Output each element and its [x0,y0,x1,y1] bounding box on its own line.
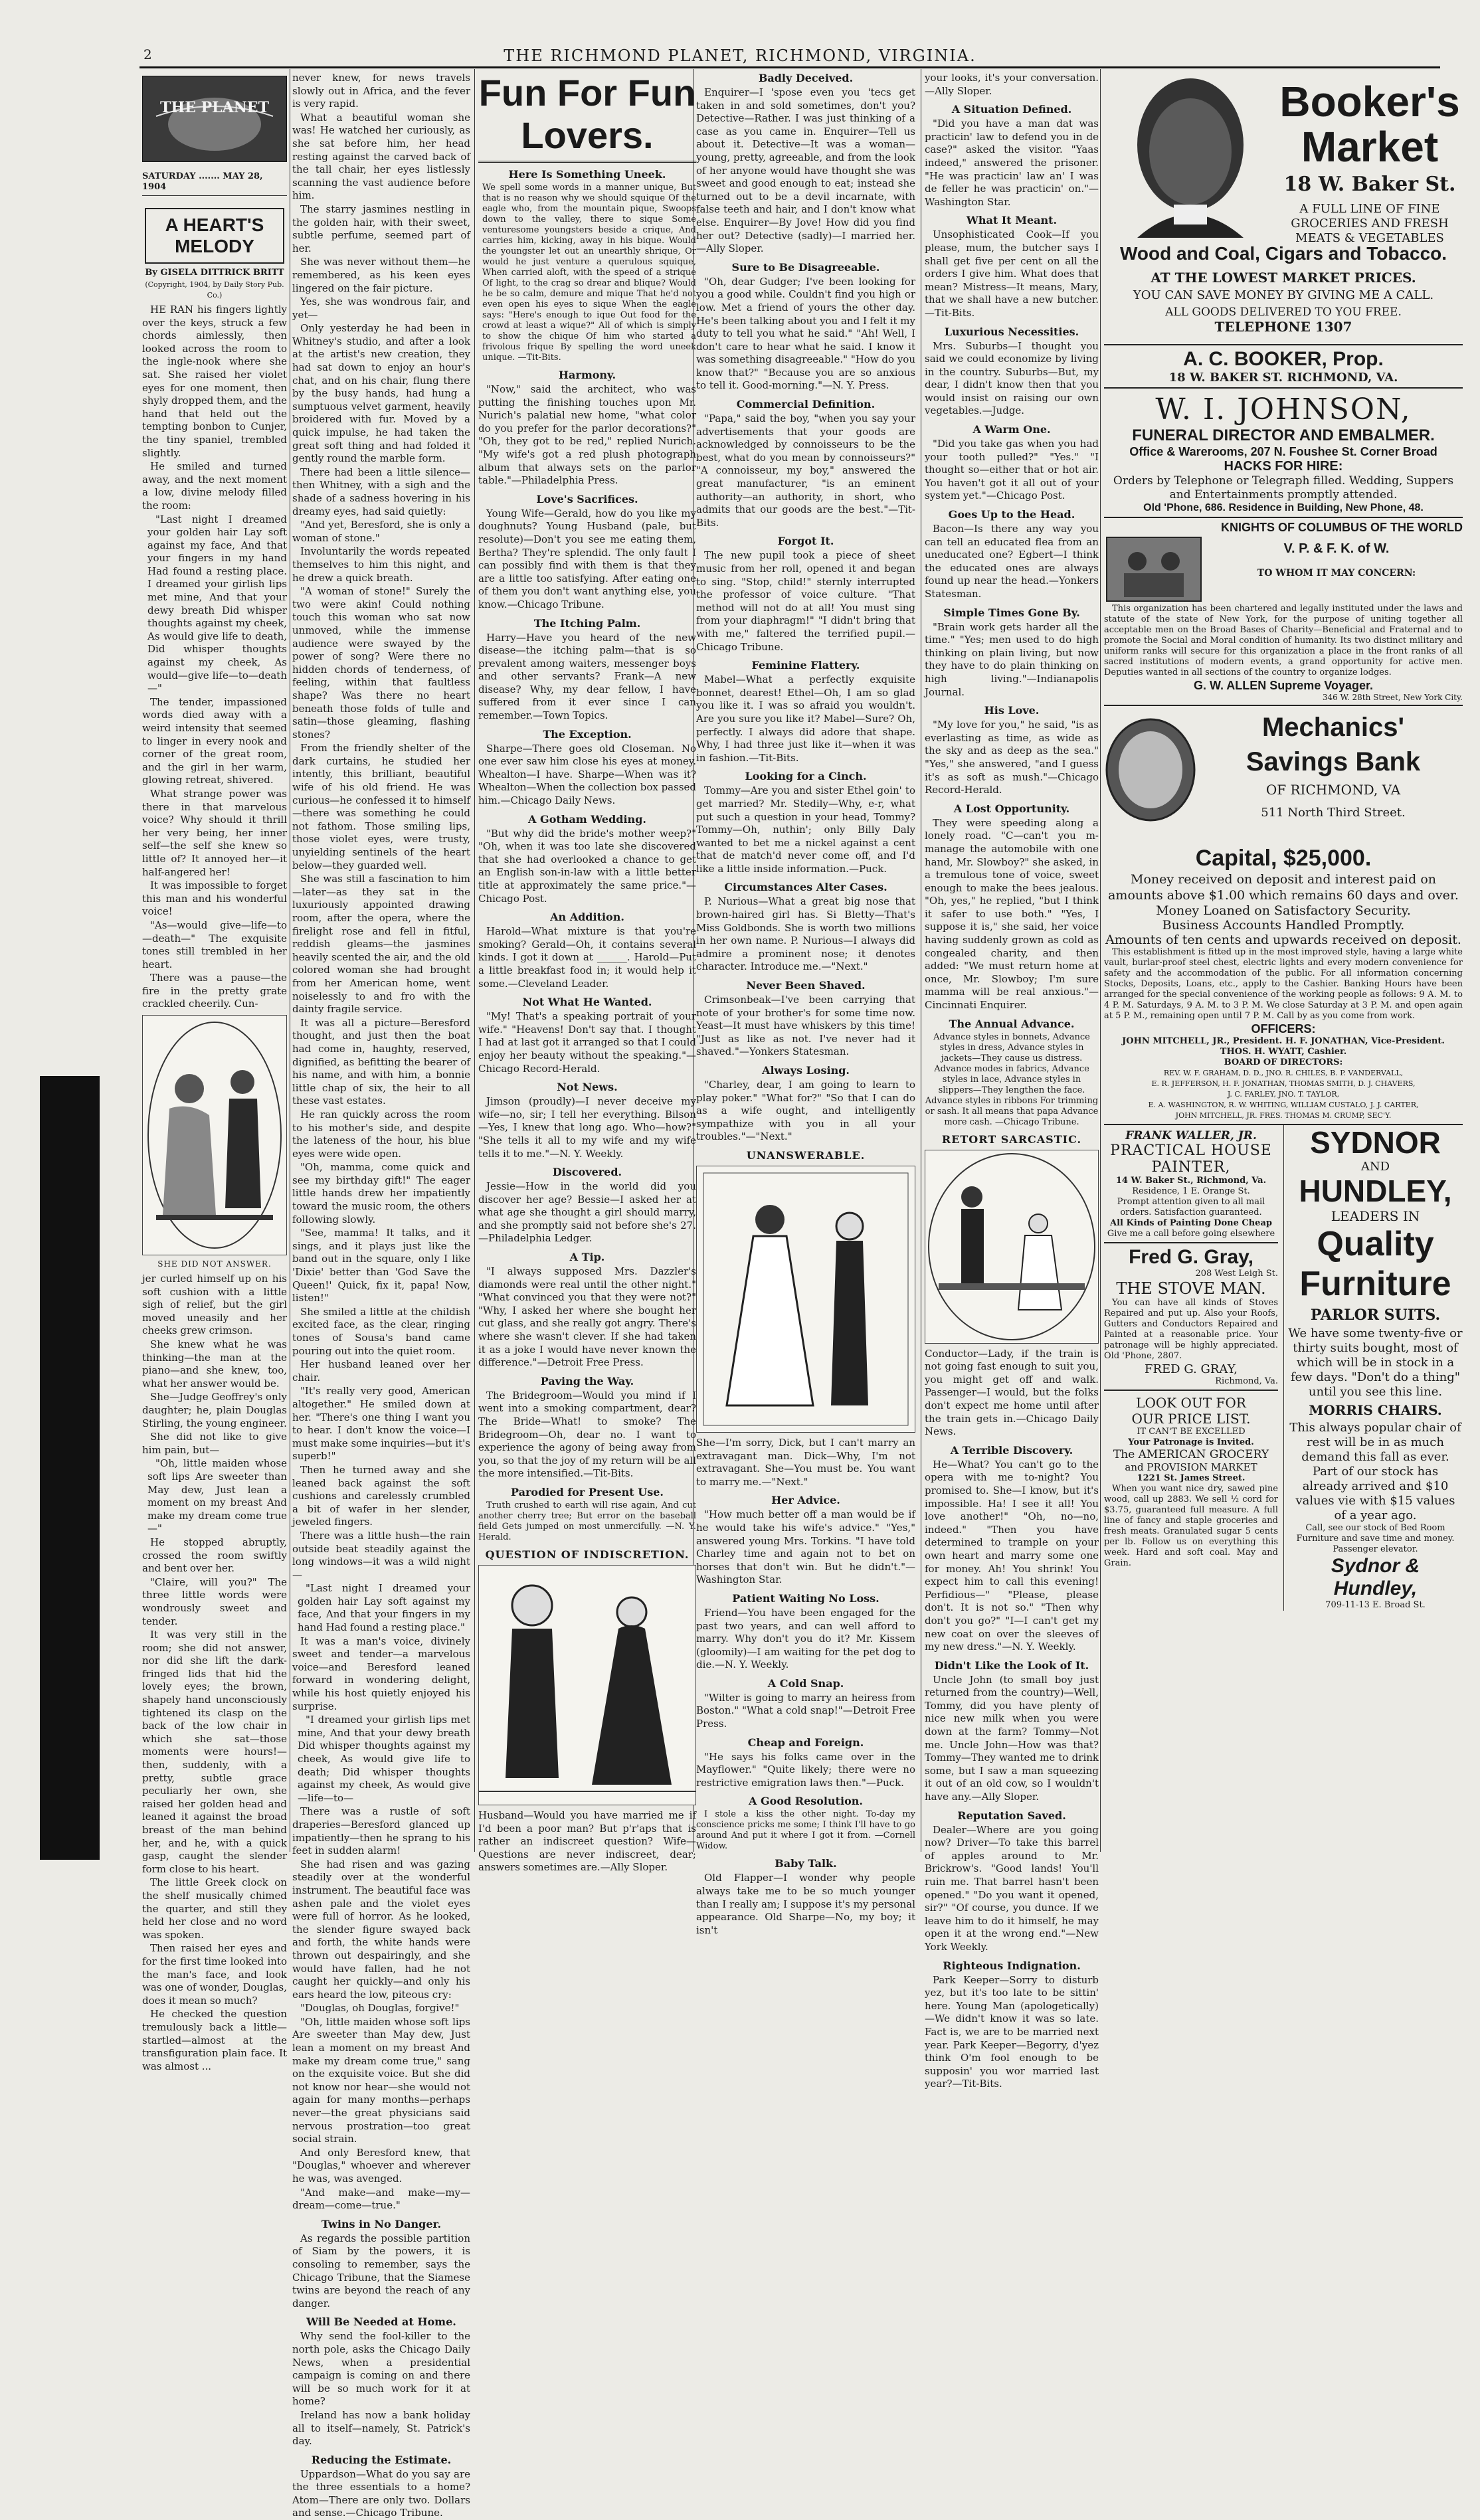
item-text: Crimsonbeak—I've been carrying that note of your brother's for some time now. Yeast—It must have whiskers by this time! "Just as like as not. I've never had it shaved."—Yonkers Statesman. [696,994,915,1058]
illustration-caption: SHE DID NOT ANSWER. [157,1259,272,1269]
planet-logo-icon [143,76,286,161]
story-paragraph: She was never without them—he remembered, as his keen eyes lingered on the fair picture. [292,256,470,294]
bank-name: Savings Bank [1246,747,1421,776]
gray-text: You can have all kinds of Stoves Repaired and put up. Also your Roofs, Gutters and Conductors Repaired and Painted at a reasonable price. Your patronage will be highly appreciated. Old 'Phone, 2807. [1104,1298,1278,1361]
johnson-line: Orders by Telephone or Telegraph filled. Wedding, Suppers and Entertainments promptly attended. [1113,474,1454,501]
kofc-sub: V. P. & F. K. of W. [1283,541,1390,556]
story-paragraph: She did not like to give him pain, but— [142,1431,287,1456]
sydnor-and: AND [1360,1160,1390,1174]
american-line: Your Patronage is Invited. [1128,1437,1254,1447]
sydnor-ad [1283,1125,1463,1611]
johnson-line: HACKS FOR HIRE: [1224,459,1343,474]
story-paragraph: There had been a little silence—then Whitney, with a sigh and the shade of a sadness hovering in his dreamy eyes, had said quietly: [292,466,470,517]
item-head: A Situation Defined. [951,103,1072,116]
train-conductor-icon [925,1150,1098,1343]
advertisements-column [1104,72,1463,1852]
story-paragraph: "It's really very good, American altogether." He smiled down at her. "There's one thing I want you to hear. I don't know the voice—I must make some inquiries—but it's superb!" [292,1385,470,1463]
item-head: A Gotham Wedding. [528,812,646,826]
story-paragraph: She smiled a little at the childish excited face, as the clear, ringing tones of Sousa's band came pouring out into the quiet room. [292,1305,470,1357]
gray-sign: FRED G. GRAY, [1144,1362,1238,1376]
item-text: The new pupil took a piece of sheet music from her roll, opened it and began to sing. "Stop, child!" sternly interrupted the professor of voice culture. "That method will not do at all! You must sing from your diaphragm!" "I didn't bring that with me," faltered the terrified pupil.—Chicago Tribune. [696,549,915,653]
gray-city: Richmond, Va. [1104,1376,1278,1391]
item-text: "Wilter is going to marry an heiress from Boston." "What a cold snap!"—Detroit Free Press. [696,1691,915,1730]
booker-address-2: 18 W. BAKER ST. RICHMOND, VA. [1104,371,1463,389]
gray-name: Fred G. Gray, [1129,1246,1253,1268]
item-text: He—What? You can't go to the opera with me to-night? You promised to. She—I know, but it's impossible. Ha! I see it all! You love another!" "Oh, no—no, indeed." "Then you have determined to trample on your own heart and marry some one for money. Ah! You shrink! You expect him to call this evening! Perfidious—" "Please, please don't. It is not so." "Then why don't you go?" "I—I can't get my new coat on over the sleeves of my new dress."—N. Y. Weekly. [925,1458,1099,1653]
american-text: When you want nice dry, sawed pine wood, call up 2883. We sell ½ cord for $3.75, guaranteed full measure. A full line of fancy and staple groceries and fresh meats. Granulated sugar 5 cents per lb. Follow us on everything this week. Hard and soft coal. May and Grain. [1104,1484,1278,1568]
item-head: Commercial Definition. [736,398,876,411]
item-head: A Cold Snap. [767,1676,844,1690]
couple-cartoon-icon [479,1566,695,1805]
johnson-line: FUNERAL DIRECTOR AND EMBALMER. [1132,426,1435,444]
bank-officer: JOHN MITCHELL, JR., President. H. F. JONATHAN, Vice-President. [1122,1036,1445,1046]
item-text: "But why did the bride's mother weep?" "Oh, when it was too late she discovered that she had overlooked a chance to get an English son-in-law with a little better title at approximately the same price."—Chicago Post. [478,827,696,905]
story-paragraph: Then raised her eyes and for the first time looked into the man's face, and look was one of wonder, Douglas, does it mean so much? [142,1942,287,2007]
page-number: 2 [143,46,152,62]
booker-phone: TELEPHONE 1307 [1214,319,1352,335]
story-paragraph: He smiled and turned away, and the next moment a low, divine melody filled the room: [142,460,287,511]
sydnor-name: HUNDLEY, [1299,1174,1452,1208]
story-paragraph: She knew what he was thinking—the man at the piano—and she knew, too, what her answer would be. [142,1338,287,1390]
item-text: Truth crushed to earth will rise again, And cut another cherry tree; But error on the baseball field Gets jumped on most unmercifully. —N. Y. Herald. [478,1500,696,1542]
item-head: Righteous Indignation. [943,1959,1081,1972]
unique-poem: We spell some words in a manner unique, But that is no reason why we should squique Of the eagle who, from the mountain pique, Swoops down to the valley, there to sique Some venturesome youngsters beside a crique, And carries him, kicking, away in his bique. Would the youngster let out an unearthly shrique, Or would he just venture a querulous squique, When carried aloft, with the speed of a strique Of light, to the crag so drear and blique? Would he be so calm, demure and mique That he'd not even open his eyes to sique When the eagle says: "Here's enough to ique Out food for the crowd at least a wique?" All of which is simply to show the chique Of him who started a frivolous frique By spelling the word uneek unique. —Tit-Bits. [482,183,696,363]
story-paragraph: Involuntarily the words repeated themselves to him this night, and he drew a quick breath. [292,545,470,584]
item-head: Forgot It. [777,535,834,548]
story-paragraph: From the friendly shelter of the dark curtains, he studied her intently, this brilliant, beautiful wife of his old friend. He was curious—he confessed it to himself—there was something he could not fathom. Those smiling lips, those violet eyes, were trusty, unyielding sentinels of the heart below—they guarded well. [292,742,470,871]
item-text: Enquirer—I 'spose even you 'tecs get taken in and sold sometimes, don't you? Detective—Rather. I was just thinking of a case as you came in. Enquirer—Tell us about it. Detective—It was a woman—young, pretty, agreeable, and from the look of her anyone would have thought she was sweet and good enough to eat; instead she turned out to be a devil incarnate, with false teeth and hair, and I don't know what else. Enquirer—By Jove! How did you find her out? Detective (sadly)—I married her.—Ally Sloper. [696,86,915,255]
item-text: Sharpe—There goes old Closeman. No one ever saw him close his eyes at money. Whealton—I have. Sharpe—When was it? Whealton—When the collection box passed him.—Chicago Daily News. [478,742,697,807]
item-text: Unsophisticated Cook—If you please, mum, the butcher says I shall get five per cent on all the orders I give him. What does that mean? Mistress—It means, Mary, that we shall have a new butcher.—Tit-Bits. [925,228,1099,319]
kofc-to: TO WHOM IT MAY CONCERN: [1257,568,1416,579]
item-head: Badly Deceived. [758,72,854,84]
item-text: "He says his folks came over in the Mayflower." "Quite likely; there were no restrictive emigration laws then."—Puck. [696,1750,915,1789]
bottom-ads [1104,1125,1463,1657]
item-text: Ireland has now a bank holiday all to itself—namely, St. Patrick's day. [292,2408,470,2448]
story-paragraph: "Douglas, oh Douglas, forgive!" [300,2002,460,2015]
column-1 [142,72,287,2072]
story-paragraph: "And yet, Beresford, she is only a woman of stone." [292,519,470,544]
story-paragraph: What a beautiful woman she was! He watched her curiously, as she sat before him, her head resting against the carved back of the tall chair, her eyes listlessly scanning the vast audience before him. [292,111,470,202]
item-text: They were speeding along a lonely road. "C—can't you m-manage the automobile with one hand, Mr. Slowboy?" she asked, in a tremulous tone of voice, sweet enough to make the bees jealous. "Oh, yes," he replied, "but I think it safer to use both." "Yes, I suppose it is," she said, her voice having suddenly grown as cold as congealed charity, and then added: "We must return home at once, Mr. Slowboy; I'm sure mamma will be real anxious."—Cincinnati Enquirer. [925,816,1099,1012]
story-paragraph: It was a man's voice, divinely sweet and tender—a marvelous voice—and Beresford leaned forward in wondering delight, while his host quietly enjoyed his surprise. [292,1635,470,1712]
item-head: Here Is Something Uneek. [508,168,666,181]
sydnor-sign: Sydnor & Hundley, [1331,1555,1420,1599]
booker-market: Market [1301,123,1439,171]
item-head: Circumstances Alter Cases. [724,881,887,894]
item-text: I stole a kiss the other night. To-day my conscience pricks me some; I think I'll have to go around And put it where I got it from. —Cornell Widow. [696,1809,915,1852]
booker-line: AT THE LOWEST MARKET PRICES. [1151,270,1416,286]
story-illustration [142,1015,287,1255]
bank-board: BOARD OF DIRECTORS: [1224,1057,1343,1067]
american-line: IT CAN'T BE EXCELLED [1137,1427,1246,1437]
item-head: A Tip. [569,1251,605,1264]
sydnor-text: Call, see our stock of Bed Room Furniture and save time and money. Passenger elevator. [1296,1523,1455,1554]
story-paragraph: She—Judge Geoffrey's only daughter; he, plain Douglas Stirling, the young engineer. [142,1391,287,1429]
bank-line: Money Loaned on Satisfactory Security. [1156,903,1411,918]
story-paragraph: What strange power was there in that marvelous voice? Why should it thrill her very being, her inner self—the self she knew so little of? It annoyed her—it half-angered her! [142,787,287,878]
portrait-icon [1111,72,1270,238]
story-paragraph: He stopped abruptly, crossed the room swiftly and bent over her. [142,1536,287,1575]
cartoon-caption: Husband—Would you have married me if I'd been a poor man? But p'r'aps that is rather an indiscreet question? Wife—Questions are never indiscreet, dear; answers sometimes are.—Ally Sloper. [478,1809,696,1874]
item-text: Uppardson—What do you say are the three essentials to a home? Atom—There are only two. Dollars and sense.—Chicago Tribune. [292,2468,470,2519]
sydnor-line: LEADERS IN [1331,1208,1420,1224]
item-text: Bacon—Is there any way you can tell an educated flea from an uneducated one? Egbert—I think the educated ones are always found up near the head.—Yonkers Statesman. [925,523,1099,600]
story-paragraph: "See, mamma! It talks, and it sings, and it plays just like the band out in the square, only I like 'Dixie' better than 'God Save the Queen!' Quick, fix it, papa! Now, listen!" [292,1227,470,1305]
column-3 [478,72,697,1874]
item-head: Patient Waiting No Loss. [732,1591,879,1605]
waller-line: All Kinds of Painting Done Cheap [1110,1218,1272,1228]
story-paragraph: The tender, impassioned words died away with a weird intensity that seemed to linger in every nook and corner of the great room, and the girl in her warm, glowing retreat, shivered. [142,695,287,786]
cartoon-head: QUESTION OF INDISCRETION. [485,1548,690,1561]
item-head: Never Been Shaved. [746,979,866,992]
folio-line [0,46,1480,66]
left-ads [1104,1125,1278,1570]
item-head: His Love. [984,704,1040,717]
waller-title: PRACTICAL HOUSE PAINTER, [1110,1142,1272,1176]
item-head: Sure to Be Disagreeable. [731,260,880,274]
bank-line: Amounts of ten cents and upwards received on deposit. [1105,933,1461,947]
item-head: The Exception. [543,727,632,741]
couple-illustration-icon [143,1016,286,1255]
planet-logo [142,76,287,162]
item-head: Reducing the Estimate. [311,2453,452,2466]
story-verse: "Last night I dreamed your golden hair Lay soft against my face, And that your fingers in my hand Had found a resting place." [298,1582,470,1634]
item-text: Young Wife—Gerald, how do you like my doughnuts? Young Husband (pale, but resolute)—Don't you see me eating them, Bertha? They're splendid. The only fault I can possibly find with them is that they are a little too satisfying. After eating one of them you don't want anything else, you know.—Chicago Tribune. [478,507,696,610]
cartoon-head: RETORT SARCASTIC. [941,1132,1082,1146]
story-copyright: (Copyright, 1904, by Daily Story Pub. Co.) [145,280,284,300]
story-paragraph: There was a little hush—the rain outside beat steadily against the long windows—it was a wild night— [292,1529,470,1581]
cartoon-head: UNANSWERABLE. [746,1148,866,1162]
item-text: P. Nurious—What a great big nose that brown-haired girl has. Si Bletty—That's Miss Goldbonds. She is worth two millions in her own name. P. Nurious—I always did admire a prominent nose; it denotes character. Introduce me.—"Next." [696,895,915,973]
sydnor-name: SYDNOR [1310,1125,1441,1160]
item-text: "I always supposed Mrs. Dazzler's diamonds were real until the other night." "What convinced you that they were not?" "Why, I asked her where she bought her cut glass, and she really got angry. There's where she wasn't clever. If she had taken it as a joke I would have never known the difference."—Detroit Free Press. [478,1265,696,1369]
item-text: "Oh, dear Gudger; I've been looking for you a good while. Couldn't find you high or low. Met a friend of yours the other day. He's been talking about you and I felt it my duty to tell you what he said." "Ah! Well, I don't care to hear what he said. I know it was something disagreeable." "How do you know that?" "Because you are so anxious to tell it. Good-morning."—N. Y. Press. [696,275,915,392]
item-text: Uncle John (to small boy just returned from the country)—Well, Tommy, did you have plenty of nice new milk when you were down at the farm? Tommy—Not me. Uncle John—How was that? Tommy—They wanted me to drink some, but I saw a man squeezing it out of an old cow, so I wouldn't have any.—Ally Sloper. [925,1673,1099,1803]
item-text: Dealer—Where are you going now? Driver—To take this barrel of apples around to Mr. Brickrow's. "Good lands! You'll ruin me. That barrel hasn't been opened." "Do you want it opened, sir?" "Of course, you dunce. If we leave him to do it himself, he may open it at the wrong end."—New York Weekly. [925,1823,1099,1953]
item-head: Not News. [557,1081,618,1094]
item-text: "Now," said the architect, who was putting the finishing touches upon Mr. Nurich's palatial new home, "what color do you prefer for the parlor decorations?" "Oh, they got to be red," replied Nurich. "My wife's got a red plush photograph album that always sets on the parlor table."—Philadelphia Press. [478,383,696,487]
item-head: Discovered. [552,1166,622,1179]
item-text: Harry—Have you heard of the new disease—the itching palm—that is so prevalent among waiters, messenger boys and other servants? Frank—A new disease? Why, my dear fellow, I have suffered from it ever since I can remember.—Town Topics. [478,631,696,722]
masthead-title: THE RICHMOND PLANET, RICHMOND, VIRGINIA. [504,46,976,65]
johnson-name: W. I. JOHNSON, [1155,393,1412,426]
item-text: Harold—What mixture is that you're smoking? Gerald—Oh, it contains several kinds. I got it down at ______. Harold—Put a little breakfast food in; it would help it some.—Cleveland Leader. [478,925,696,990]
waller-line: Give me a call before going elsewhere [1104,1229,1278,1243]
item-text: "Did you have a man dat was practicin' law to defend you in de case?" asked the visitor. "Yaas indeed," answered the prisoner. "He was practicin' law an' I was de feller he was practicin' on."—Washington Star. [925,118,1099,208]
column-4 [696,72,915,1936]
item-head: Feminine Flattery. [751,659,860,672]
item-head: Looking for a Cinch. [745,770,867,783]
item-head: The Annual Advance. [949,1017,1075,1030]
story-paragraph: "Oh, little maiden whose soft lips Are sweeter than May dew, Just lean a moment on my breast And make my dream come true," sang on the exquisite voice. But she did not know nor hear—she would not again for many months—perhaps never—the great physicians said nervous prostration—too great social strain. [292,2015,470,2145]
bank-line: Money received on deposit and interest paid on amounts above $1.00 which remains 60 days and over. [1108,872,1459,903]
sydnor-line: MORRIS CHAIRS. [1309,1402,1442,1418]
date-line: SATURDAY ....... MAY 28, 1904 [142,171,287,196]
story-byline: By GISELA DITTRICK BRITT [145,268,284,278]
column-rule [474,69,475,1852]
bank-seal-icon [1104,717,1197,823]
story-paragraph: The little Greek clock on the shelf musically chimed the quarter, and still they held her close and no word was spoken. [142,1876,287,1941]
bank-capital: Capital, $25,000. [1195,846,1372,871]
cartoon-illustration [478,1565,696,1805]
item-text: your looks, it's your conversation.—Ally Sloper. [925,72,1099,97]
item-text: As regards the possible partition of Siam by the powers, it is consoling to remember, says the Chicago Tribune, that the Siamese twins are beyond the reach of any danger. [292,2232,470,2309]
item-text: "How much better off a man would be if he would take his wife's advice." "Yes," answered young Mrs. Torkins. "I have told Charley time and again not to bet on horses that don't win. But he didn't."—Washington Star. [696,1508,915,1586]
item-text: The Bridegroom—Would you mind if I went into a smoking compartment, dear? The Bride—What! to smoke? The Bridegroom—Oh, dear no. I want to experience the agony of being away from you, so that the joy of my return will be all the more intensified.—Tit-Bits. [478,1389,696,1480]
item-text: "My love for you," he said, "is as everlasting as time, as wide as the sky and as deep as the sea." "Yes," she answered, "and I guess it's as soft as mush."—Chicago Record-Herald. [925,719,1099,796]
bank-director: REV. W. F. GRAHAM, D. D., JNO. R. CHILES, B. P. VANDERVALL, [1163,1069,1404,1077]
item-text: Mabel—What a perfectly exquisite bonnet, dearest! Ethel—Oh, I am so glad you like it. I was so afraid you wouldn't. Are you sure you like it? Mabel—Sure? Oh, perfectly. I always did adore that shape. Why, I had three just like it—when it was in fashion.—Tit-Bits. [696,674,915,764]
item-head: Not What He Wanted. [522,996,652,1009]
item-head: Harmony. [558,369,616,381]
cartoon-illustration [925,1150,1099,1344]
item-text: Mrs. Suburbs—I thought you said we could economize by living in the country. Suburbs—But, my dear, I didn't know then that you would insist on raising our own vegetables.—Judge. [925,339,1099,417]
story-paragraph: He checked the question tremulously back a little—startled—almost at the transfiguration plain face. It was almost ... [142,2008,287,2072]
story-paragraph: Then he turned away and she leaned back against the soft cushions and carelessly crumbled a bit of wafer in her slender, jeweled fingers. [292,1463,470,1528]
story-verse: "Oh, little maiden whose soft lips Are sweeter than May dew, Just lean a moment on my breast And make my dream come true—" [147,1457,287,1535]
booker-line: YOU CAN SAVE MONEY BY GIVING ME A CALL. [1133,288,1434,302]
item-text: Old Flapper—I wonder why people always take me to be so much younger than I really am; I suppose it's my personal appearance. Old Sharpe—No, my boy; it isn't [696,1872,915,1936]
story-paragraph: There was a pause—the fire in the pretty grate crackled cheerily. Cun- [142,972,287,1010]
item-text: Jimson (proudly)—I never deceive my wife—no, sir; I tell her everything. Bilson—Yes, I knew that long ago. Who—how?" "She tells it all to my wife and my wife tells it to me."—N. Y. Weekly. [478,1095,696,1160]
bank-line: Business Accounts Handled Promptly. [1162,918,1405,933]
story-paragraph: It was impossible to forget this man and his wonderful voice! [142,879,287,918]
item-head: Twins in No Danger. [321,2217,442,2230]
item-head: Reputation Saved. [957,1809,1066,1822]
sydnor-address: 709-11-13 E. Broad St. [1325,1600,1426,1610]
story-paragraph: She was still a fascination to him—later—as they sat in the luxuriously appointed drawing room, after the opera, where the firelight rose and fell in fitful, reddish gleams—the jasmines heavily scented the air, and the old colored woman she had brought from her American home, went noiselessly to and fro with the dainty fragile service. [292,873,470,1016]
bank-officer: THOS. H. WYATT, Cashier. [1220,1047,1347,1057]
item-head: Didn't Like the Look of It. [934,1659,1089,1672]
bank-text: This establishment is fitted up in the most improved style, having a large white vault, burlar-proof steel chest, electric lights and every modern convenience for safety and the accommodation of the public. For all information concerning Stocks, Deposits, Loans, etc., apply to the Cashier. Banking Hours have been arranged for the special convenience of the working people as follows: 9 A. M. to 4 P. M. Saturdays, 9 A. M. to 3 P. M. We close Saturday at 3 P. M. and open again at 5 P. M., remaining open until 7 P. M. Call by as you come from work. [1104,947,1463,1021]
kofc-text: This organization has been chartered and legally instituted under the laws and statute of the state of New York, for the purpose of uniting together all acceptable men on the Broad Bases of Charity—Beneficial and Fraternal and to promote the Social and Moral condition of humanity. Its two distinct military and uniform ranks will secure for this organization a place in the front ranks of all sacred institutions of modern events, a grand opportunity for active men. Deputies wanted in all sections of the country to organize lodges. [1104,604,1463,677]
sydnor-text: We have some twenty-five or thirty suits bought, most of which will be in stock in a few days. "Don't do a thing" until you see this line. [1288,1326,1463,1399]
story-title: A HEART'S MELODY [165,215,264,256]
item-head: Her Advice. [771,1494,840,1507]
american-line: The AMERICAN GROCERY [1113,1448,1269,1461]
bank-city: OF RICHMOND, VA [1265,782,1401,798]
sydnor-text: This always popular chair of rest will be in as much demand this fall as ever. Part of our stock has already arrived and $10 values vie with $15 values of a year ago. [1289,1421,1461,1522]
item-head: A Lost Opportunity. [953,802,1070,815]
booker-line: ALL GOODS DELIVERED TO YOU FREE. [1165,306,1402,319]
item-head: An Addition. [550,911,624,924]
story-paragraph: The starry jasmines nestling in the golden hair, with their sweet, subtle perfume, seemed part of her. [292,203,470,254]
item-head: Will Be Needed at Home. [306,2315,456,2329]
story-paragraph: And only Beresford knew, that "Douglas," whoever and wherever he was, was avenged. [292,2146,470,2185]
bank-ad-header [1104,706,1463,846]
story-verse: "Last night I dreamed your golden hair Lay soft against my face, And that your fingers in my hand Had found a resting place. I dreamed your girlish lips met mine, And that your dewy breath Did whisper thoughts against my cheek, As would give life to death, Did whisper thoughts against my cheek, As would—give life—to—death—" [147,513,287,695]
column-5 [925,72,1099,2090]
bank-officers: OFFICERS: [1251,1022,1316,1035]
top-rule [139,66,1440,68]
item-text: Advance styles in bonnets, Advance styles in dress, Advance styles in jackets—They cause us distress. Advance modes in fabrics, Advance styles in lace, Advance styles in slippers—They lengthen the face. Advance styles in ribbons For trimming or sash. It all means that papa Advance more cash. —Chicago Tribune. [925,1032,1099,1127]
sydnor-line: PARLOR SUITS. [1310,1306,1441,1324]
item-text: "Papa," said the boy, "when you say your advertisements that your goods are acknowledged by connoisseurs to be the best, what do you mean by connoisseurs?" "A connoisseur, my boy," answered the great manufacturer, "is an eminent authority—an authority, in short, who admits that our goods are the best."—Tit-Bits. [696,412,915,529]
waller-line: Prompt attention given to all mail orders. Satisfaction guaranteed. [1117,1197,1265,1217]
sydnor-line: Furniture [1299,1265,1451,1303]
story-verse: "I dreamed your girlish lips met mine, And that your dewy breath Did whisper thoughts against my cheek, As would give life to death; Did whisper thoughts against my cheek, As would give—life—to— [298,1714,470,1804]
waller-address: 14 W. Baker St., Richmond, Va. [1115,1176,1267,1186]
fun-section-title: Fun For Fun Lovers. [478,72,696,163]
item-head: A Terrible Discovery. [950,1443,1073,1457]
kofc-title: KNIGHTS OF COLUMBUS OF THE WORLD [1221,521,1463,534]
story-paragraph: It was very still in the room; she did not answer, nor did she lift the dark-fringed lids that hid the lovely eyes; the brown, shapely hand unconsciously tightened its clasp on the back of the low chair in which she sat—those moments were hours!—then, suddenly, with a pretty, subtle grace peculiarly her own, she raised her golden head and leaned it against the broad breast of the man behind her, and he, with a quick gasp, caught the slender form close to his heart. [142,1629,287,1875]
item-text: "Did you take gas when you had your tooth pulled?" "Yes." "I thought so—either that or hot air. You haven't got it all out of your system yet."—Chicago Post. [925,438,1099,502]
cartoon-caption: She—I'm sorry, Dick, but I can't marry an extravagant man. Dick—Why, I'm not extravagant. She—You must be. You want to marry me.—"Next." [696,1436,915,1488]
waller-name: FRANK WALLER, JR. [1125,1129,1257,1142]
gray-address: 208 West Leigh St. [1195,1269,1278,1279]
bank-director: JOHN MITCHELL, JR. FRES. THOMAS M. CRUMP, SEC'Y. [1104,1111,1463,1125]
story-paragraph: never knew, for news travels slowly out in Africa, and the fever is very rapid. [292,72,470,110]
booker-address: 18 W. Baker St. [1283,173,1456,196]
page-damage [0,1076,40,1860]
johnson-line: Office & Warerooms, 207 N. Foushee St. Corner Broad [1129,445,1437,458]
bank-address: 511 North Third Street. [1261,806,1406,820]
story-paragraph: "As—would give—life—to—death—" The exquisite tones still trembled in her heart. [142,919,287,970]
bank-director: E. R. JEFFERSON, H. F. JONATHAN, THOMAS SMITH, D. J. CHAVERS, [1151,1079,1416,1088]
item-text: Why send the fool-killer to the north pole, asks the Chicago Daily News, when a presidential campaign is coming on and there will be so much work for it at home? [292,2330,470,2408]
item-head: Simple Times Gone By. [943,606,1080,619]
booker-line: A FULL LINE OF FINE GROCERIES AND FRESH MEATS & VEGETABLES [1291,202,1449,245]
cartoon-illustration [696,1166,915,1433]
american-line: LOOK OUT FOR [1136,1395,1246,1411]
cartoon-caption: Conductor—Lady, if the train is not going fast enough to suit you, you might get off and walk. Passenger—I would, but the folks don't expect me home until after the train gets in.—Chicago Daily News. [925,1347,1099,1438]
item-text: Friend—You have been engaged for the past two years, and can well afford to marry. Why don't you do it? Mr. Kissem (gloomily)—I am waiting for the pet dog to die.—N. Y. Weekly. [696,1606,915,1671]
item-head: The Itching Palm. [533,616,641,630]
johnson-line: Old 'Phone, 686. Residence in Building, New Phone, 48. [1104,502,1463,518]
item-head: Luxurious Necessities. [944,325,1079,338]
bank-director: J. C. FARLEY, JNO. T. TAYLOR, [1227,1090,1340,1099]
booker-name: Booker's [1279,78,1460,126]
story-paragraph: Only yesterday he had been in Whitney's studio, and after a look at the artist's new creation, they had sat down to enjoy an hour's chat, and on his chair, flung there by the busy hands, had hung a sumptuous velvet garment, heavily broidered with fur. Moved by a quick impulse, he had taken the great soft thing and had folded it gently round the marble form. [292,322,470,465]
story-paragraph: "Oh, mamma, come quick and see my birthday gift!" The eager little hands drew her impatiently toward the music room, the others following slowly. [292,1161,470,1225]
couple-standing-icon [697,1166,915,1432]
story-paragraph: HE RAN his fingers lightly over the keys, struck a few chords aimlessly, then looked across the room to the ingle-nook where she sat. She raised her violet eyes for one moment, then shyly dropped them, and the hand that held out the tempting bonbon to Cunjer, the tiny spaniel, trembled slightly. [142,304,287,459]
item-head: Paving the Way. [540,1374,634,1388]
item-head: Cheap and Foreign. [747,1736,864,1749]
american-line: and PROVISION MARKET [1125,1461,1257,1473]
item-text: Tommy—Are you and sister Ethel goin' to get married? Mr. Stedily—Why, e-r, what put such a question in your head, Tommy? Tommy—Oh, nuthin'; only Billy Daly wanted to bet me a nickel against a cent that de match'd never come off, and I'd like a little inside information.—Puck. [696,784,915,875]
item-text: Jessie—How in the world did you discover her age? Bessie—I asked her at what age she thought a girl should marry, and she promptly said not before she's 27.—Philadelphia Ledger. [478,1180,696,1245]
kofc-block [1104,535,1463,604]
story-paragraph: "And make—and make—my—dream—come—true." [292,2186,470,2212]
story-paragraph: jer curled himself up on his soft cushion with a little sigh of relief, but the girl moved uneasily and her cheeks grew crimson. [142,1273,287,1337]
item-head: What It Meant. [966,214,1058,227]
story-paragraph: "Claire, will you?" The three little words were wondrously sweet and tender. [142,1575,287,1627]
item-head: A Warm One. [972,423,1051,436]
gray-title: THE STOVE MAN. [1116,1279,1266,1298]
item-text: "Brain work gets harder all the time." "Yes; men used to do high thinking on plain living, but now they have to do plain thinking on high living."—Indianapolis Journal. [925,620,1099,698]
item-head: Parodied for Present Use. [511,1485,664,1498]
item-head: Love's Sacrifices. [536,492,638,505]
story-paragraph: "A woman of stone!" Surely the two were akin! Could nothing touch this woman who sat now unmoved, while the immense audience were swayed by the power of song? Were there no hidden chords of tenderness, of feeling, within that faultless shape? Was there no heart beneath those folds of tulle and satin—those gleaming, flashing stones? [292,585,470,741]
kofc-allen-address: 346 W. 28th Street, New York City. [1104,693,1463,706]
item-text: "Charley, dear, I am going to learn to play poker." "What for?" "So that I can do as a wife ought, and intelligently sympathize with you in all your troubles."—"Next." [696,1079,915,1143]
item-text: "My! That's a speaking portrait of your wife." "Heavens! Don't say that. I thought I had at last got it arranged so that I could enjoy her beauty without the speaking."—Chicago Record-Herald. [478,1010,696,1075]
column-2 [292,72,470,2519]
booker-line: Wood and Coal, Cigars and Tobacco. [1119,243,1447,264]
item-head: Baby Talk. [775,1857,837,1870]
svg-text:THE PLANET: THE PLANET [160,99,269,116]
kofc-allen: G. W. ALLEN Supreme Voyager. [1193,679,1374,692]
booker-prop: A. C. BOOKER, Prop. [1183,348,1384,370]
american-line: 1221 St. James Street. [1137,1473,1246,1483]
story-paragraph: She had risen and was gazing steadily over at the wonderful instrument. The beautiful face was ashen pale and the violet eyes were full of horror. As he looked, the slender figure swayed back and forth, the white hands were thrown out despairingly, and she would have fallen, had he not caught her quickly—and only his ears heard the low, piteous cry: [292,1858,470,2001]
sydnor-line: Quality [1317,1225,1434,1263]
american-line: OUR PRICE LIST. [1131,1411,1251,1427]
story-paragraph: He ran quickly across the room to his mother's side, and despite the lateness of the hour, his blue eyes were wide open. [292,1108,470,1160]
story-paragraph: Her husband leaned over her chair. [292,1358,470,1384]
story-paragraph: Yes, she was wondrous fair, and yet— [292,296,470,321]
knights-emblem-icon [1104,535,1204,604]
item-text: Park Keeper—Sorry to disturb yez, but it's too late to be sittin' here. Young Man (apologetically)—We didn't know it was so late. Fact is, we are to be married next year. Park Keeper—Begorry, d'yez think O'm fool enough to be supposin' you wor married last year?—Tit-Bits. [925,1973,1099,2090]
item-head: A Good Resolution. [749,1795,863,1808]
waller-residence: Residence, 1 E. Orange St. [1132,1186,1250,1196]
bank-director: E. A. WASHINGTON, R. W. WHITING, WILLIAM CUSTALO, J. J. CARTER, [1148,1101,1419,1109]
item-head: Always Losing. [762,1064,850,1077]
item-head: Goes Up to the Head. [948,508,1075,521]
story-paragraph: There was a rustle of soft draperies—Beresford glanced up impatiently—then he sprang to his feet in sudden alarm! [292,1805,470,1857]
booker-ad [1104,72,1463,345]
story-paragraph: It was all a picture—Beresford thought, and just then the boat had come in, haughty, reserved, dignified, as befitting the bearer of his name, and with him, a bonnie little chap of six, the heir to all these vast estates. [292,1016,470,1107]
bank-name: Mechanics' [1261,713,1405,742]
column-rule [1100,69,1101,1852]
